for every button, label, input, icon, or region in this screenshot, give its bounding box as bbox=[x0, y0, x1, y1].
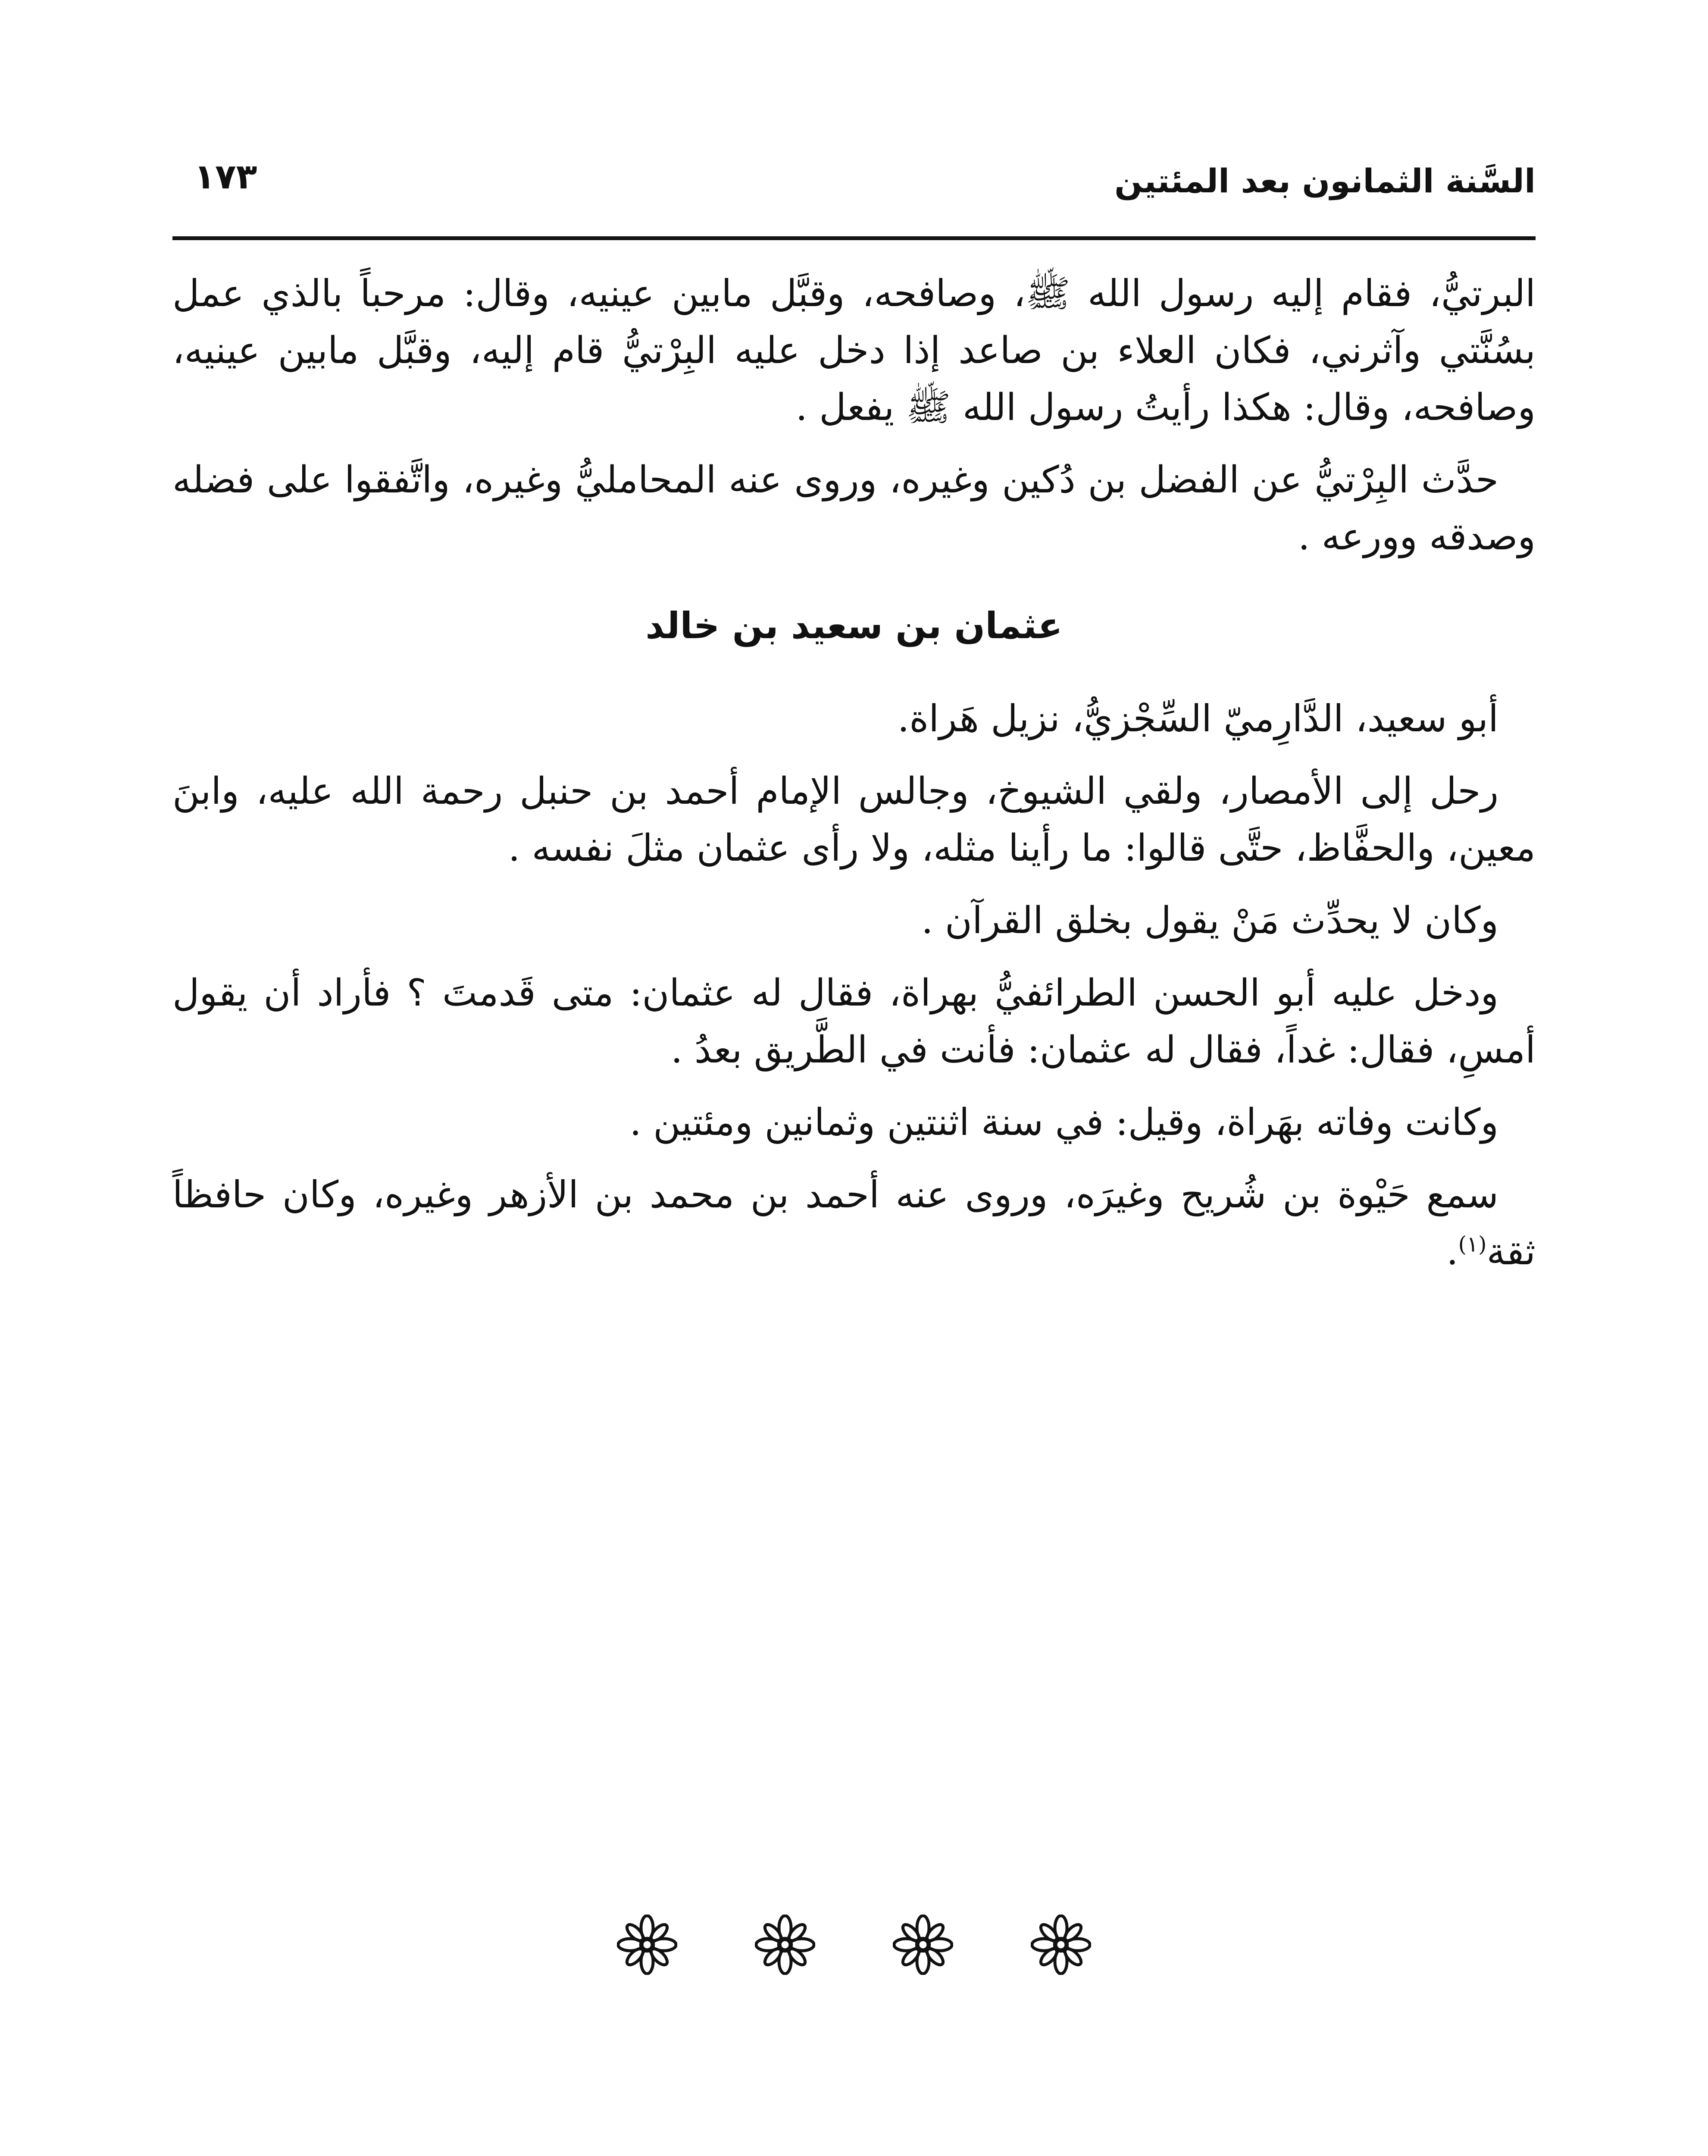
flower-ornament-icon bbox=[617, 1915, 677, 1975]
paragraph-8-text: سمع حَيْوة بن شُريح وغيرَه، وروى عنه أحمد بن محمد بن الأزهر وغيره، وكان حافظاً ثقة bbox=[172, 1173, 1536, 1273]
section-heading: عثمان بن سعيد بن خالد bbox=[645, 605, 1063, 647]
paragraph-7: وكانت وفاته بهَراة، وقيل: في سنة اثنتين وثمانين ومئتين . bbox=[629, 1101, 1498, 1144]
running-header bbox=[172, 142, 1536, 207]
paragraph-8 bbox=[172, 1166, 1536, 1280]
flower-ornament-icon bbox=[893, 1915, 953, 1975]
flower-ornament-icon bbox=[755, 1915, 815, 1975]
flower-ornament-icon bbox=[1031, 1915, 1091, 1975]
page-number: ١٧٣ bbox=[194, 157, 257, 197]
chapter-title: السَّنة الثمانون بعد المئتين bbox=[1114, 162, 1536, 200]
paragraph-4: رحل إلى الأمصار، ولقي الشيوخ، وجالس الإمام أحمد بن حنبل رحمة الله عليه، وابنَ معين، والحفَّاظ، حتَّى قالوا: ما رأينا مثله، ولا رأى عثمان مثلَ نفسه . bbox=[172, 770, 1536, 870]
body-text bbox=[172, 265, 1536, 1296]
section-divider bbox=[0, 1915, 1708, 1984]
paragraph-2: حدَّث البِرْتيُّ عن الفضل بن دُكين وغيره، وروى عنه المحامليُّ وغيره، واتَّفقوا على فضله وصدقه وورعه . bbox=[172, 458, 1536, 558]
paragraph-1: البرتيُّ، فقام إليه رسول الله ﷺ، وصافحه، وقبَّل مابين عينيه، وقال: مرحباً بالذي عمل بسُنَّتي وآثرني، فكان العلاء بن صاعد إذا دخل عليه البِرْتيُّ قام إليه، وقبَّل مابين عينيه، وصافحه، وقال: هكذا رأيتُ رسول الله ﷺ يفعل . bbox=[172, 272, 1536, 429]
paragraph-8-end: . bbox=[1446, 1230, 1458, 1273]
paragraph-3: أبو سعيد، الدَّارِميّ السِّجْزيُّ، نزيل هَراة. bbox=[897, 697, 1498, 740]
header-rule bbox=[172, 236, 1536, 240]
footnote-reference: (١) bbox=[1458, 1232, 1487, 1257]
paragraph-6: ودخل عليه أبو الحسن الطرائفيُّ بهراة، فقال له عثمان: متى قَدمتَ ؟ فأراد أن يقول أمسِ، فقال: غداً، فقال له عثمان: فأنت في الطَّريق بعدُ . bbox=[172, 971, 1536, 1072]
paragraph-5: وكان لا يحدِّث مَنْ يقول بخلق القرآن . bbox=[921, 899, 1498, 942]
